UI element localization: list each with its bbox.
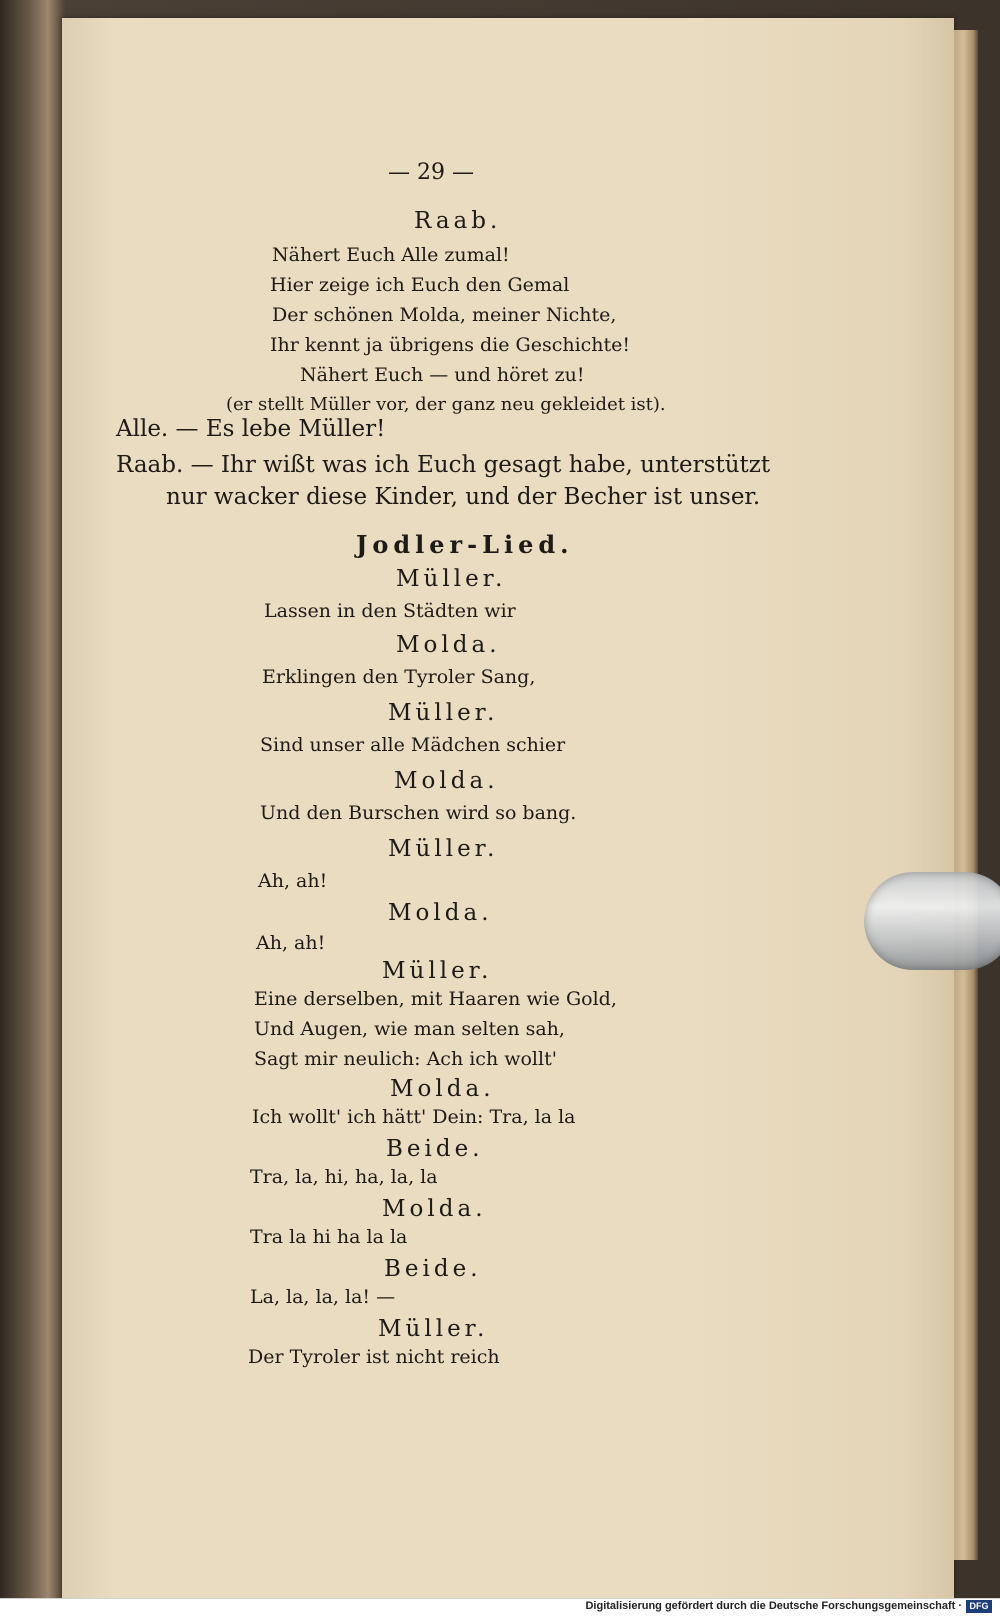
speaker-mueller: Müller. [396,566,507,592]
song-line: Tra, la, hi, ha, la, la [250,1166,438,1188]
song-line: La, la, la, la! — [250,1286,396,1308]
song-line: Lassen in den Städten wir [264,600,516,622]
footer-credit: Digitalisierung gefördert durch die Deutsche Forschungsgemeinschaft · [585,1600,962,1612]
song-line: Sind unser alle Mädchen schier [260,734,566,756]
verse-line: Nähert Euch Alle zumal! [272,244,510,266]
dialogue-raab: Raab. — Ihr wißt was ich Euch gesagt habe, unterstützt [116,452,771,478]
verse-line: Der schönen Molda, meiner Nichte, [272,304,617,326]
song-line: Und den Burschen wird so bang. [260,802,577,824]
dialogue-raab-continued: nur wacker diese Kinder, und der Becher ist unser. [166,484,761,510]
song-line: Ich wollt' ich hätt' Dein: Tra, la la [252,1106,576,1128]
song-line: Tra la hi ha la la [250,1226,408,1248]
verse-line: Nähert Euch — und höret zu! [300,364,585,386]
speaker-mueller: Müller. [388,700,499,726]
speaker-beide: Beide. [386,1136,484,1162]
verse-line: Ihr kennt ja übrigens die Geschichte! [270,334,631,356]
page-stack-edge [954,30,978,1560]
speaker-molda: Molda. [394,768,499,794]
stage-direction: (er stellt Müller vor, der ganz neu gekleidet ist). [226,394,666,415]
speaker-molda: Molda. [388,900,493,926]
speaker-mueller: Müller. [382,958,493,984]
speaker-raab: Raab. [414,208,502,234]
speaker-beide: Beide. [384,1256,482,1282]
verse-line: Hier zeige ich Euch den Gemal [270,274,570,296]
speaker-mueller: Müller. [378,1316,489,1342]
page-number: — 29 — [388,160,474,185]
speaker-molda: Molda. [396,632,501,658]
song-line: Sagt mir neulich: Ach ich wollt' [254,1048,557,1070]
song-line: Ah, ah! [256,932,326,954]
song-heading: Jodler-Lied. [356,530,574,559]
page-clip [864,872,1000,970]
song-line: Erklingen den Tyroler Sang, [262,666,536,688]
song-line: Ah, ah! [258,870,328,892]
book-spine-edge [0,0,62,1616]
speaker-molda: Molda. [390,1076,495,1102]
song-line: Der Tyroler ist nicht reich [248,1346,500,1368]
song-line: Eine derselben, mit Haaren wie Gold, [254,988,617,1010]
dfg-logo: DFG [966,1600,992,1613]
song-line: Und Augen, wie man selten sah, [254,1018,565,1040]
speaker-mueller: Müller. [388,836,499,862]
dialogue-alle: Alle. — Es lebe Müller! [116,416,386,442]
speaker-molda: Molda. [382,1196,487,1222]
